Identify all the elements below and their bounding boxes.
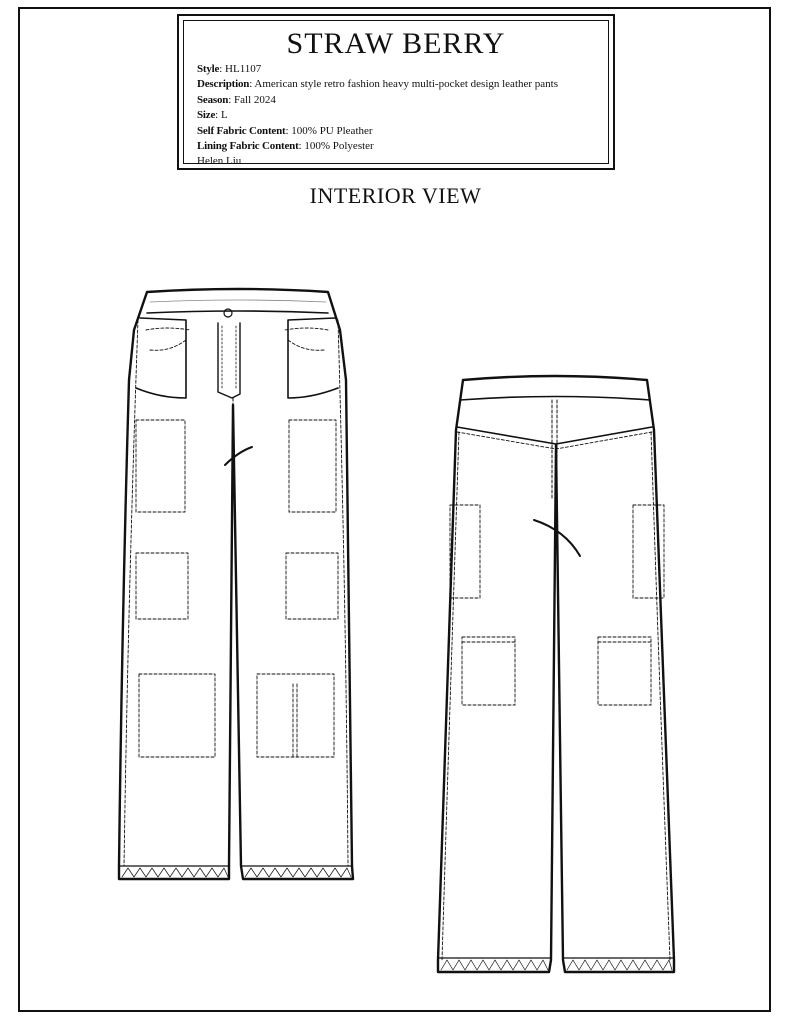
front-right-hem-zigzag — [245, 868, 351, 877]
front-right-pocket — [288, 318, 338, 398]
front-left-hem-zigzag — [122, 868, 228, 877]
back-yoke-seam — [457, 427, 652, 444]
back-left-lower-pocket — [462, 637, 515, 705]
back-left-hem-zigzag — [441, 960, 548, 970]
back-right-lower-pocket — [598, 637, 651, 705]
front-pants-sketch — [119, 289, 353, 879]
spec-style-label: Style — [197, 63, 220, 75]
front-waistband-fill-line — [150, 300, 326, 302]
spec-self-fabric-label: Self Fabric Content — [197, 124, 286, 137]
spec-description-row: Description: American style retro fashion heavy multi-pocket design leather pants — [197, 78, 559, 91]
spec-style-row: Style: HL1107 — [197, 63, 262, 75]
back-pants-sketch — [438, 376, 674, 972]
front-right-middle-pocket — [286, 553, 338, 619]
spec-lining-fabric-label: Lining Fabric Content — [197, 140, 299, 153]
spec-lining-fabric-row: Lining Fabric Content: 100% Polyester — [197, 140, 374, 153]
back-left-side-pocket — [450, 505, 480, 598]
spec-self-fabric-row: Self Fabric Content: 100% PU Pleather — [197, 124, 373, 137]
spec-size-row: Size: L — [197, 109, 228, 122]
spec-lining-fabric-value: 100% Polyester — [304, 140, 374, 153]
view-title: INTERIOR VIEW — [309, 183, 482, 208]
front-right-upper-pocket — [289, 420, 336, 512]
front-left-lower-pocket — [139, 674, 215, 757]
back-right-hem-zigzag — [567, 960, 672, 970]
back-yoke-stitch — [457, 432, 652, 449]
spec-style-value: HL1107 — [225, 63, 262, 75]
front-pants-outline — [119, 289, 353, 879]
brand-title: STRAW BERRY — [286, 27, 506, 60]
spec-designer: Helen Liu — [197, 155, 242, 168]
front-left-upper-pocket — [136, 420, 185, 512]
back-right-side-stitch — [651, 432, 670, 960]
back-left-side-stitch — [442, 432, 459, 960]
back-pants-outline — [438, 376, 674, 972]
spec-season-row: Season: Fall 2024 — [197, 93, 276, 106]
front-left-pocket-bag — [146, 328, 190, 350]
spec-size-label: Size — [197, 109, 216, 122]
front-button — [224, 309, 232, 317]
front-fly-flap — [218, 323, 240, 398]
spec-description-label: Description — [197, 78, 250, 91]
back-waistband-lower-edge — [460, 397, 650, 401]
front-left-pocket — [136, 318, 186, 398]
front-fly-stitch — [222, 326, 236, 390]
spec-self-fabric-value: 100% PU Pleather — [291, 124, 373, 137]
spec-season-value: Fall 2024 — [234, 93, 276, 106]
spec-season-label: Season — [197, 93, 229, 106]
spec-size-value: L — [220, 109, 228, 122]
front-right-pocket-bag — [285, 328, 328, 350]
front-right-lower-pocket — [257, 674, 334, 757]
front-crotch-curve — [225, 447, 252, 465]
front-right-lower-pocket-divider — [293, 684, 297, 757]
spec-description-value: American style retro fashion heavy multi-pocket design leather pants — [254, 78, 559, 91]
front-waistband-lower-edge — [147, 311, 328, 313]
front-left-middle-pocket — [136, 553, 188, 619]
